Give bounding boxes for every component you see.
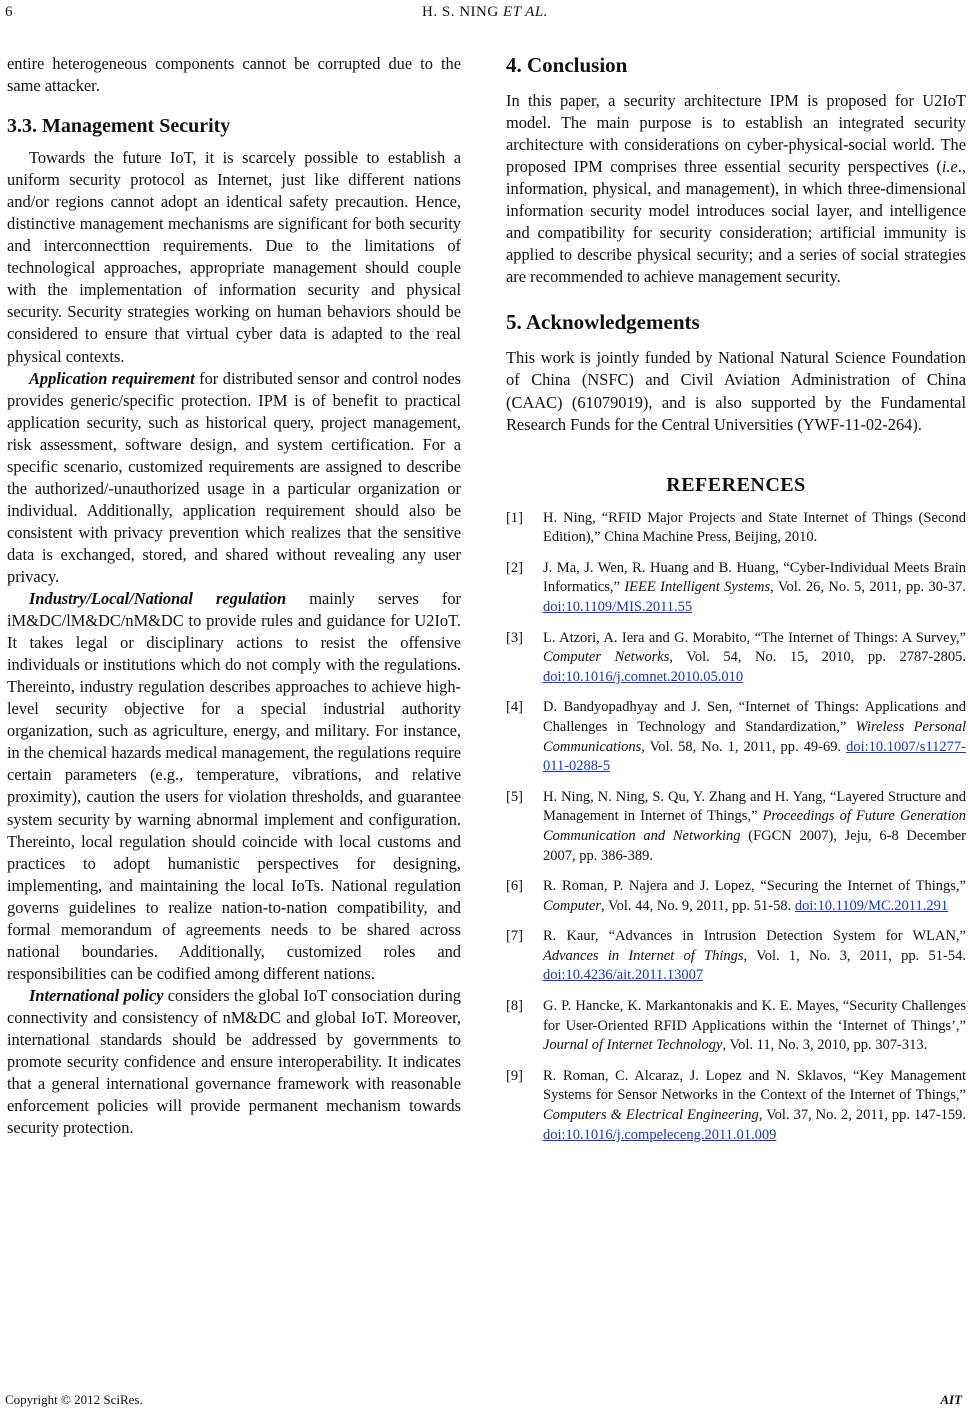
doi-link[interactable]: doi:10.1016/j.comnet.2010.05.010 xyxy=(543,668,744,685)
international-policy-paragraph xyxy=(7,985,461,1139)
reference-number: [1] xyxy=(506,509,523,526)
reference-details: , Vol. 37, No. 2, 2011, pp. 147-159. xyxy=(758,1107,966,1124)
regulation-paragraph xyxy=(7,588,461,985)
reference-number: [4] xyxy=(506,699,523,716)
section-heading-management-security: 3.3. Management Security xyxy=(7,115,231,138)
doi-link[interactable]: doi:10.1016/j.compeleceng.2011.01.009 xyxy=(543,1126,777,1143)
left-column xyxy=(7,53,461,1139)
right-column xyxy=(506,53,966,1156)
running-header xyxy=(0,4,970,28)
reference-details: , Vol. 44, No. 9, 2011, pp. 51-58. xyxy=(601,897,795,914)
reference-text: G. P. Hancke, K. Markantonakis and K. E. Mayes, “Security Challenges for User-Oriented RFID Applications within the ‘Internet of Things’,” xyxy=(543,998,966,1034)
acknowledgements-paragraph: This work is jointly funded by National Natural Science Foundation of China (NSFC) and Civil Aviation Administration of China (CAAC) (61079019), and is also supported by the Fundamental Research Funds for the Central Universities (YWF-11-02-264). xyxy=(506,348,966,434)
reference-source: Proceedings of Future Generation Communication and Networking xyxy=(543,808,966,844)
reference-source: Computers & Electrical Engineering xyxy=(543,1107,759,1124)
reference-details: , Vol. 1, No. 3, 2011, pp. 51-54. xyxy=(743,947,966,964)
intro-paragraph: entire heterogeneous components cannot be corrupted due to the same attacker. xyxy=(7,54,461,96)
references-heading: REFERENCES xyxy=(666,473,806,496)
application-requirement-text: for distributed sensor and control nodes provides generic/specific protection. IPM is of benefit to practical application security, such as historical query, project management, risk assessment, software design, and system certification. For a specific scenario, customized requirements are assigned to describe the authorized/-unauthorized usage in a particular organization or individual. Additionally, application requirement should also be consistent with privacy prevention which realizes that the sensitive data is exchanged, stored, and shared without revealing any user privacy. xyxy=(7,368,461,586)
reference-item xyxy=(506,629,966,688)
reference-details: (FGCN 2007), Jeju, 6-8 December 2007, pp. 386-389. xyxy=(543,827,966,864)
reference-number: [8] xyxy=(506,998,523,1015)
application-requirement-paragraph xyxy=(7,368,461,588)
reference-source: Advances in Internet of Things xyxy=(543,947,744,964)
acknowledgements-heading: 5. Acknowledgements xyxy=(506,310,700,335)
doi-link[interactable]: doi:10.1109/MIS.2011.55 xyxy=(543,598,693,615)
reference-item xyxy=(506,877,966,916)
running-head-authors: H. S. NING xyxy=(422,4,499,20)
doi-link[interactable]: doi:10.4236/ait.2011.13007 xyxy=(543,967,704,984)
reference-item xyxy=(506,927,966,986)
reference-details: , Vol. 54, No. 15, 2010, pp. 2787-2805. xyxy=(669,649,967,666)
conclusion-heading: 4. Conclusion xyxy=(506,53,628,77)
reference-number: [5] xyxy=(506,788,523,805)
reference-details: , Vol. 11, No. 3, 2010, pp. 307-313. xyxy=(722,1037,928,1054)
journal-abbrev: AIT xyxy=(940,1392,962,1407)
conclusion-text-b: ., information, physical, and management), in which three-dimensional information security model introduces social layer, and intelligence and compatibility for security consideration; artificial immunity is applied to describe physical security; and a series of social strategies are recommended to achieve management security. xyxy=(506,157,966,287)
conclusion-paragraph xyxy=(506,90,966,288)
reference-list xyxy=(506,509,966,1146)
reference-item xyxy=(506,698,966,776)
conclusion-text-a: In this paper, a security architecture IPM is proposed for U2IoT model. The main purpose is to establish an integrated security architecture with considerations on cyber-physical-social world. The proposed IPM comprises three essential security perspectives ( xyxy=(506,91,966,177)
reference-number: [3] xyxy=(506,629,523,646)
management-paragraph: Towards the future IoT, it is scarcely possible to establish a uniform security protocol as Internet, just like different nations and/or regions cannot adopt an identical safety precaution. Hence, distinctive management mechanisms are significant for both security and interconnecttion requirements. Due to the limitations of technological approaches, appropriate management should couple with the implementation of information security and physical security. Security strategies working on human behaviors should be considered to ensure that virtual cyber data is adapted to the real physical contexts. xyxy=(7,148,461,366)
running-head xyxy=(0,4,970,21)
reference-text: J. Ma, J. Wen, R. Huang and B. Huang, “Cyber-Individual Meets Brain Informatics,” xyxy=(543,559,966,596)
reference-item xyxy=(506,788,966,866)
international-policy-text: considers the global IoT consociation during connectivity and consistency of nM&DC and global IoT. Moreover, international standards should be addressed by governments to promote security confidence and ensure interoperability. It indicates that a general international governance framework with reasonable enforcement policies will provide permanent mechanism towards security protection. xyxy=(7,985,461,1138)
running-head-etal: ET AL. xyxy=(502,4,548,20)
application-requirement-term: Application requirement xyxy=(29,368,195,388)
doi-link[interactable]: doi:10.1007/s11277-011-0288-5 xyxy=(543,738,966,775)
reference-source: Wireless Personal Communications xyxy=(543,718,966,755)
reference-text: H. Ning, “RFID Major Projects and State Internet of Things (Second Edition),” China Machine Press, Beijing, 2010. xyxy=(543,509,966,546)
reference-number: [6] xyxy=(506,878,523,895)
reference-text: R. Roman, P. Najera and J. Lopez, “Securing the Internet of Things,” xyxy=(543,878,966,895)
reference-text: D. Bandyopadhyay and J. Sen, “Internet of Things: Applications and Challenges in Technology and Standardization,” xyxy=(543,699,966,735)
regulation-text: mainly serves for iM&DC/lM&DC/nM&DC to provide rules and guidance for U2IoT. It takes legal or disciplinary actions to resist the offensive individuals or institutions which do not comply with the regulations. Thereinto, industry regulation describes approaches to achieve high-level security objective for a special industrial authority organization, such as agriculture, energy, and military. For instance, in the chemical hazards medical management, the regulations require certain parameters (e.g., temperature, vibrations, and relative proximity), caution the users for violation thresholds, and guarantee system security by warning abnormal implement and configuration. Thereinto, local regulation should coincide with local customs and practices to adopt humanistic perspectives for designing, implementing, and maintaining the local IoTs. National regulation governs guidelines to realize nation-to-nation compatibility, and formal memorandum of agreements needs to be shared across national boundaries. Additionally, customized roles and responsibilities can be codified among different nations. xyxy=(7,589,461,983)
doi-link[interactable]: doi:10.1109/MC.2011.291 xyxy=(794,897,949,914)
reference-item xyxy=(506,559,966,618)
international-policy-term: International policy xyxy=(29,985,164,1005)
reference-text: H. Ning, N. Ning, S. Qu, Y. Zhang and H. Yang, “Layered Structure and Management in Internet of Things,” xyxy=(543,788,966,825)
reference-details: , Vol. 58, No. 1, 2011, pp. 49-69. xyxy=(641,738,847,755)
reference-item xyxy=(506,509,966,548)
reference-number: [7] xyxy=(506,928,523,945)
copyright-notice: Copyright © 2012 SciRes. xyxy=(5,1392,143,1407)
reference-number: [9] xyxy=(506,1067,523,1084)
reference-number: [2] xyxy=(506,559,523,576)
reference-text: R. Kaur, “Advances in Intrusion Detection System for WLAN,” xyxy=(543,928,966,945)
reference-source: Computer xyxy=(543,897,601,914)
reference-source: Computer Networks xyxy=(543,649,670,666)
reference-text: L. Atzori, A. Iera and G. Morabito, “The Internet of Things: A Survey,” xyxy=(543,629,966,646)
regulation-term: Industry/Local/National regulation xyxy=(29,589,287,609)
reference-source: IEEE Intelligent Systems xyxy=(624,579,771,596)
reference-details: , Vol. 26, No. 5, 2011, pp. 30-37. xyxy=(770,579,966,596)
reference-source: Journal of Internet Technology xyxy=(543,1037,723,1054)
reference-text: R. Roman, C. Alcaraz, J. Lopez and N. Sklavos, “Key Management Systems for Sensor Networks in the Context of the Internet of Things,” xyxy=(543,1067,966,1104)
page-number: 6 xyxy=(5,4,13,20)
conclusion-ie: i.e xyxy=(941,157,958,177)
reference-item xyxy=(506,997,966,1056)
reference-item xyxy=(506,1067,966,1145)
